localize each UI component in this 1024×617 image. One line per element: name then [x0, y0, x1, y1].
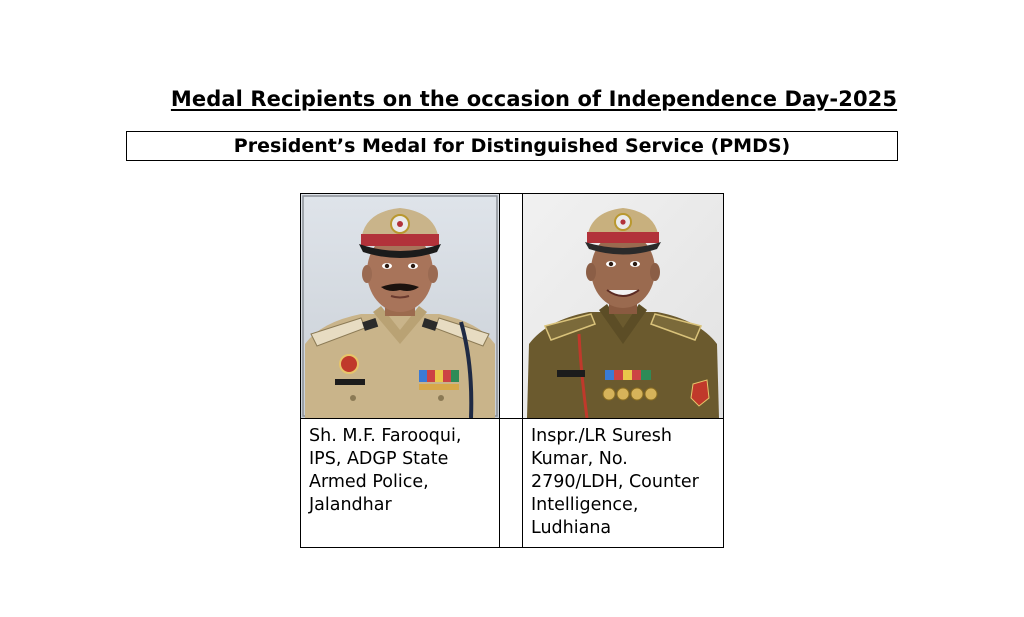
caption-row: [301, 419, 724, 548]
recipient-2-photo-cell: [523, 194, 724, 419]
spacer-cell: [500, 194, 523, 419]
recipient-1-portrait: [301, 194, 499, 418]
photo-row: [301, 194, 724, 419]
recipient-2-caption: Inspr./LR Suresh Kumar, No. 2790/LDH, Counter Intelligence, Ludhiana: [523, 419, 724, 548]
recipients-table: [300, 193, 724, 548]
recipient-1-caption: Sh. M.F. Farooqui, IPS, ADGP State Armed Police, Jalandhar: [301, 419, 500, 548]
recipient-1-photo-cell: [301, 194, 500, 419]
page-title: Medal Recipients on the occasion of Independence Day-2025: [170, 87, 898, 111]
recipient-2-portrait: [523, 194, 723, 418]
medal-category-heading: President’s Medal for Distinguished Service (PMDS): [126, 131, 898, 161]
spacer-cell: [500, 419, 523, 548]
